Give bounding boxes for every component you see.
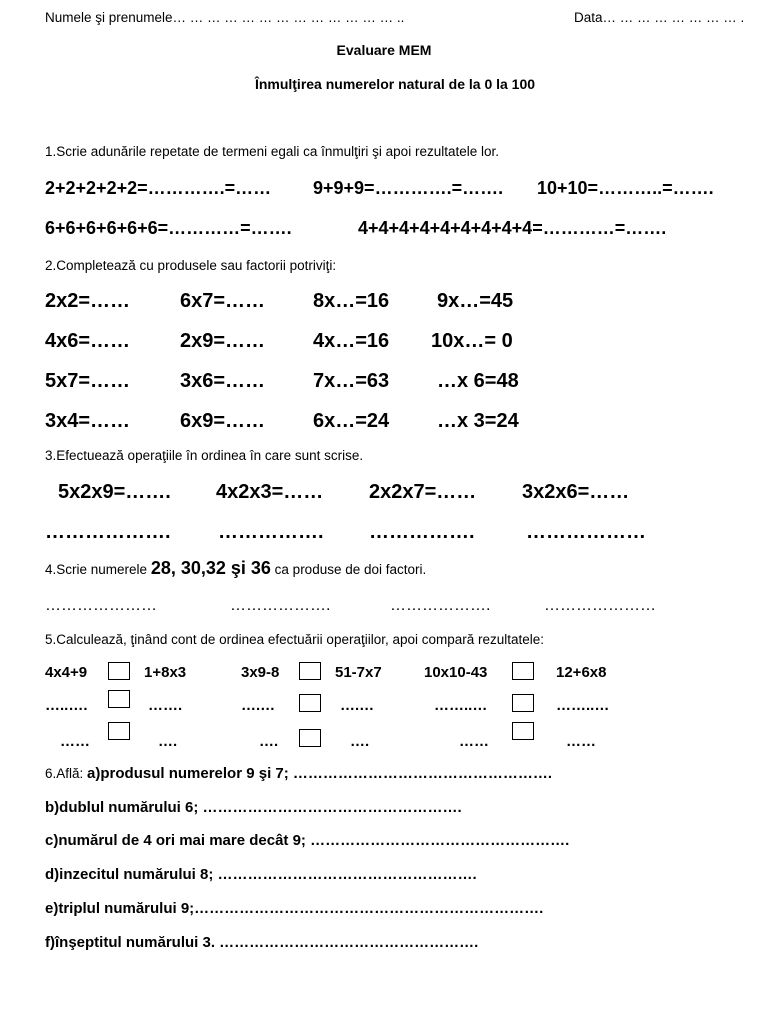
ex1-instruction: 1.Scrie adunările repetate de termeni egali ca înmulţiri şi apoi rezultatele lor.	[45, 144, 499, 159]
ex5-instruction: 5.Calculează, ţinând cont de ordinea efectuării operaţiilor, apoi compară rezultatele:	[45, 632, 545, 647]
ex4-numbers: 28, 30,32 şi 36	[150, 558, 271, 578]
name-field-label: Numele şi prenumele… … … … … … … … … … … … … ..	[45, 10, 405, 25]
ex4-answer: …………………	[544, 597, 656, 614]
ex1-item: 9+9+9=………….=…….	[313, 178, 504, 198]
compare-box[interactable]	[512, 722, 534, 740]
ex2-cell: 8x…=16	[313, 290, 390, 312]
date-field-label: Data… … … … … … … … .	[574, 10, 745, 25]
ex5-right-expr: 51-7x7	[335, 664, 382, 681]
ex4-suffix: ca produse de doi factori.	[270, 562, 427, 577]
ex2-cell: …x 6=48	[437, 370, 519, 392]
compare-box[interactable]	[512, 662, 534, 680]
ex6-line-a	[45, 765, 552, 783]
compare-box[interactable]	[108, 722, 130, 740]
ex2-instruction: 2.Completează cu produsele sau factorii potriviţi:	[45, 258, 337, 273]
ex4-answer: …………………	[45, 597, 157, 614]
ex2-cell: 9x…=45	[437, 290, 514, 312]
ex1-item: 4+4+4+4+4+4+4+4+4=…………=…….	[358, 218, 667, 238]
ex5-answer: ……	[459, 733, 489, 750]
ex3-instruction: 3.Efectuează operaţiile în ordinea în care sunt scrise.	[45, 448, 364, 463]
ex4-prefix: 4.Scrie numerele	[45, 562, 151, 577]
ex6-f: f)înşeptitul numărului 3. …………………………………………….	[45, 934, 479, 951]
ex5-answer: ….	[158, 733, 178, 750]
ex5-answer: ……..…	[556, 697, 610, 714]
ex2-cell: 4x6=……	[45, 330, 131, 352]
ex5-left-expr: 3x9-8	[241, 664, 280, 681]
ex5-answer: ……..…	[434, 697, 488, 714]
ex2-cell: 3x4=……	[45, 410, 131, 432]
ex3-item: 4x2x3=……	[216, 481, 324, 503]
ex6-a: a)produsul numerelor 9 şi 7; …………………………………………….	[87, 765, 553, 782]
compare-box[interactable]	[108, 690, 130, 708]
ex1-item: 10+10=………..=…….	[537, 178, 714, 198]
ex2-cell: 2x9=……	[180, 330, 266, 352]
ex2-cell: 10x…= 0	[431, 330, 513, 352]
ex5-answer: …….	[148, 697, 183, 714]
ex2-cell: 5x7=……	[45, 370, 131, 392]
compare-box[interactable]	[108, 662, 130, 680]
ex3-item: 5x2x9=…….	[58, 481, 171, 503]
page-title: Evaluare MEM	[336, 42, 432, 58]
ex3-answer: ……………….	[45, 521, 171, 543]
ex3-item: 2x2x7=……	[369, 481, 477, 503]
page-subtitle: Înmulţirea numerelor natural de la 0 la 100	[254, 76, 536, 92]
ex6-prefix: 6.Află:	[45, 766, 88, 781]
ex6-c: c)numărul de 4 ori mai mare decât 9; …………………………………………….	[45, 832, 570, 849]
ex3-answer: …………….	[369, 521, 475, 543]
ex1-item: 2+2+2+2+2=………….=……	[45, 178, 272, 198]
ex5-left-expr: 10x10-43	[424, 664, 488, 681]
ex6-d: d)inzecitul numărului 8; …………………………………………….	[45, 866, 477, 883]
ex2-cell: 2x2=……	[45, 290, 131, 312]
ex6-e: e)triplul numărului 9;…………………………………………………………….	[45, 900, 544, 917]
ex1-item: 6+6+6+6+6+6=…………=…….	[45, 218, 292, 238]
ex5-right-expr: 12+6x8	[556, 664, 607, 681]
ex5-answer: ….…	[340, 697, 375, 714]
ex5-answer: ……	[566, 733, 596, 750]
ex5-right-expr: 1+8x3	[144, 664, 187, 681]
ex4-answer: ……………….	[230, 597, 331, 614]
ex2-cell: 7x…=63	[313, 370, 390, 392]
ex2-cell: 6x9=……	[180, 410, 266, 432]
compare-box[interactable]	[299, 694, 321, 712]
ex2-cell: 3x6=……	[180, 370, 266, 392]
ex4-answer: ……………….	[390, 597, 491, 614]
ex5-answer: …..….	[45, 697, 88, 714]
ex6-b: b)dublul numărului 6; …………………………………………….	[45, 799, 462, 816]
compare-box[interactable]	[299, 729, 321, 747]
ex5-answer: ….	[350, 733, 370, 750]
ex5-left-expr: 4x4+9	[45, 664, 88, 681]
compare-box[interactable]	[512, 694, 534, 712]
ex3-answer: …………….	[218, 521, 324, 543]
compare-box[interactable]	[299, 662, 321, 680]
ex4-instruction	[45, 558, 426, 579]
ex2-cell: 6x7=……	[180, 290, 266, 312]
ex5-answer: ….…	[241, 697, 276, 714]
ex3-item: 3x2x6=……	[522, 481, 630, 503]
ex2-cell: …x 3=24	[437, 410, 519, 432]
ex5-answer: ……	[60, 733, 90, 750]
ex5-answer: ….	[259, 733, 279, 750]
ex2-cell: 4x…=16	[313, 330, 390, 352]
ex2-cell: 6x…=24	[313, 410, 390, 432]
ex3-answer: ………………	[526, 521, 646, 543]
